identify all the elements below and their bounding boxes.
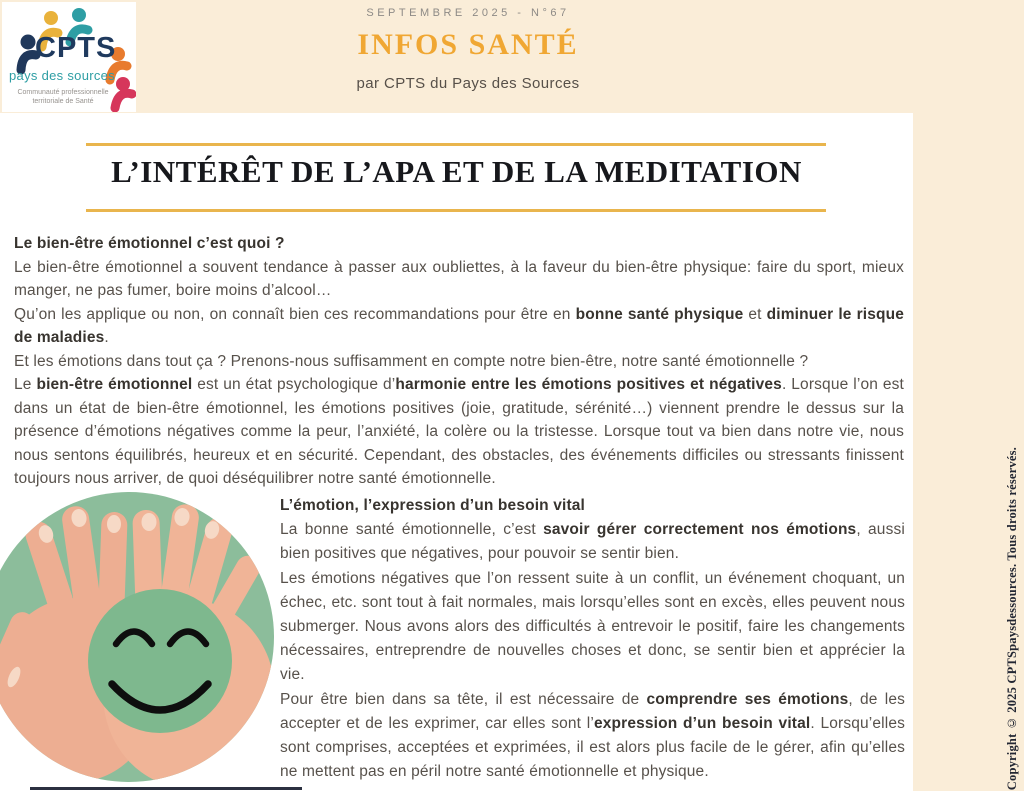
masthead — [0, 0, 936, 92]
paragraph: Les émotions négatives que l’on ressent suite à un conflit, un événement choquant, un échec, etc. sont tout à fait normales, mais lorsqu’elles sont en excès, elles peuvent nous submerger. Nous avons alors des difficultés à entrevoir le positif, faire les changements nécessaires, entreprendre de nouvelles choses et donc, se sentir bien et apprécier la vie. — [280, 569, 905, 684]
paragraph: Le bien-être émotionnel a souvent tendance à passer aux oubliettes, à la faveur du bien-être physique: faire du sport, mieux manger, ne pas fumer, boire moins d’alcool… — [14, 258, 904, 299]
paragraph: Qu’on les applique ou non, on connaît bien ces recommandations pour être en bonne santé physique et diminuer le risque de maladies. — [14, 305, 904, 346]
logo-name: pays des sources — [9, 68, 115, 83]
title-divider-bottom — [86, 209, 826, 212]
paragraph: Pour être bien dans sa tête, il est nécessaire de comprendre ses émotions, de les accepter et de les exprimer, car elles sont l’expression d’un besoin vital. Lorsqu’elles sont comprises, acceptées et exprimées, il est alors plus facile de le gérer, afin qu’elles ne mettent pas en péril notre santé émotionnelle et physique. — [280, 690, 905, 781]
section-heading: L’émotion, l’expression d’un besoin vital — [280, 497, 586, 514]
logo-acronym: CPTS — [35, 32, 117, 64]
logo-caption: Communauté professionnelle territoriale de Santé — [17, 89, 109, 105]
title-divider-top — [86, 143, 826, 146]
header — [0, 0, 1024, 113]
section-heading: Le bien-être émotionnel c’est quoi ? — [14, 235, 285, 252]
section-emotional-wellbeing — [14, 232, 904, 491]
paragraph: La bonne santé émotionnelle, c’est savoir gérer correctement nos émotions, aussi bien positives que négatives, pour pouvoir se sentir bien. — [280, 521, 905, 563]
newsletter-title: INFOS SANTÉ — [357, 28, 579, 61]
byline: par CPTS du Pays des Sources — [356, 75, 580, 92]
smiley-icon — [88, 589, 232, 733]
paragraph: Et les émotions dans tout ça ? Prenons-nous suffisamment en compte notre bien-être, notre santé émotionnelle ? — [14, 352, 809, 370]
section-emotion-vital-need — [280, 494, 905, 784]
paragraph: Le bien-être émotionnel est un état psychologique d’harmonie entre les émotions positives et négatives. Lorsque l’on est dans un état de bien-être émotionnel, les émotions positives (joie, gratitude, sérénité…) viennent prendre le dessus sur la présence d’émotions négatives comme la peur, l’anxiété, la colère ou la tristesse. Lorsque tout va bien dans notre vie, nous nous sentons équilibrés, heureux et en sécurité. Cependant, des obstacles, des événements difficiles ou stressants finissent toujours nous arriver, de quoi déséquilibrer notre santé émotionnelle. — [14, 376, 905, 487]
bottom-edge-bar — [30, 787, 302, 790]
hands-smiley-photo — [0, 492, 274, 782]
article-sheet — [0, 113, 913, 791]
issue-line: SEPTEMBRE 2025 - N°67 — [366, 7, 570, 19]
copyright-notice: Copyright © 2025 CPTSpaysdessources. Tous droits réservés. — [1005, 446, 1019, 790]
article-title: L’INTÉRÊT DE L’APA ET DE LA MEDITATION — [111, 154, 802, 189]
